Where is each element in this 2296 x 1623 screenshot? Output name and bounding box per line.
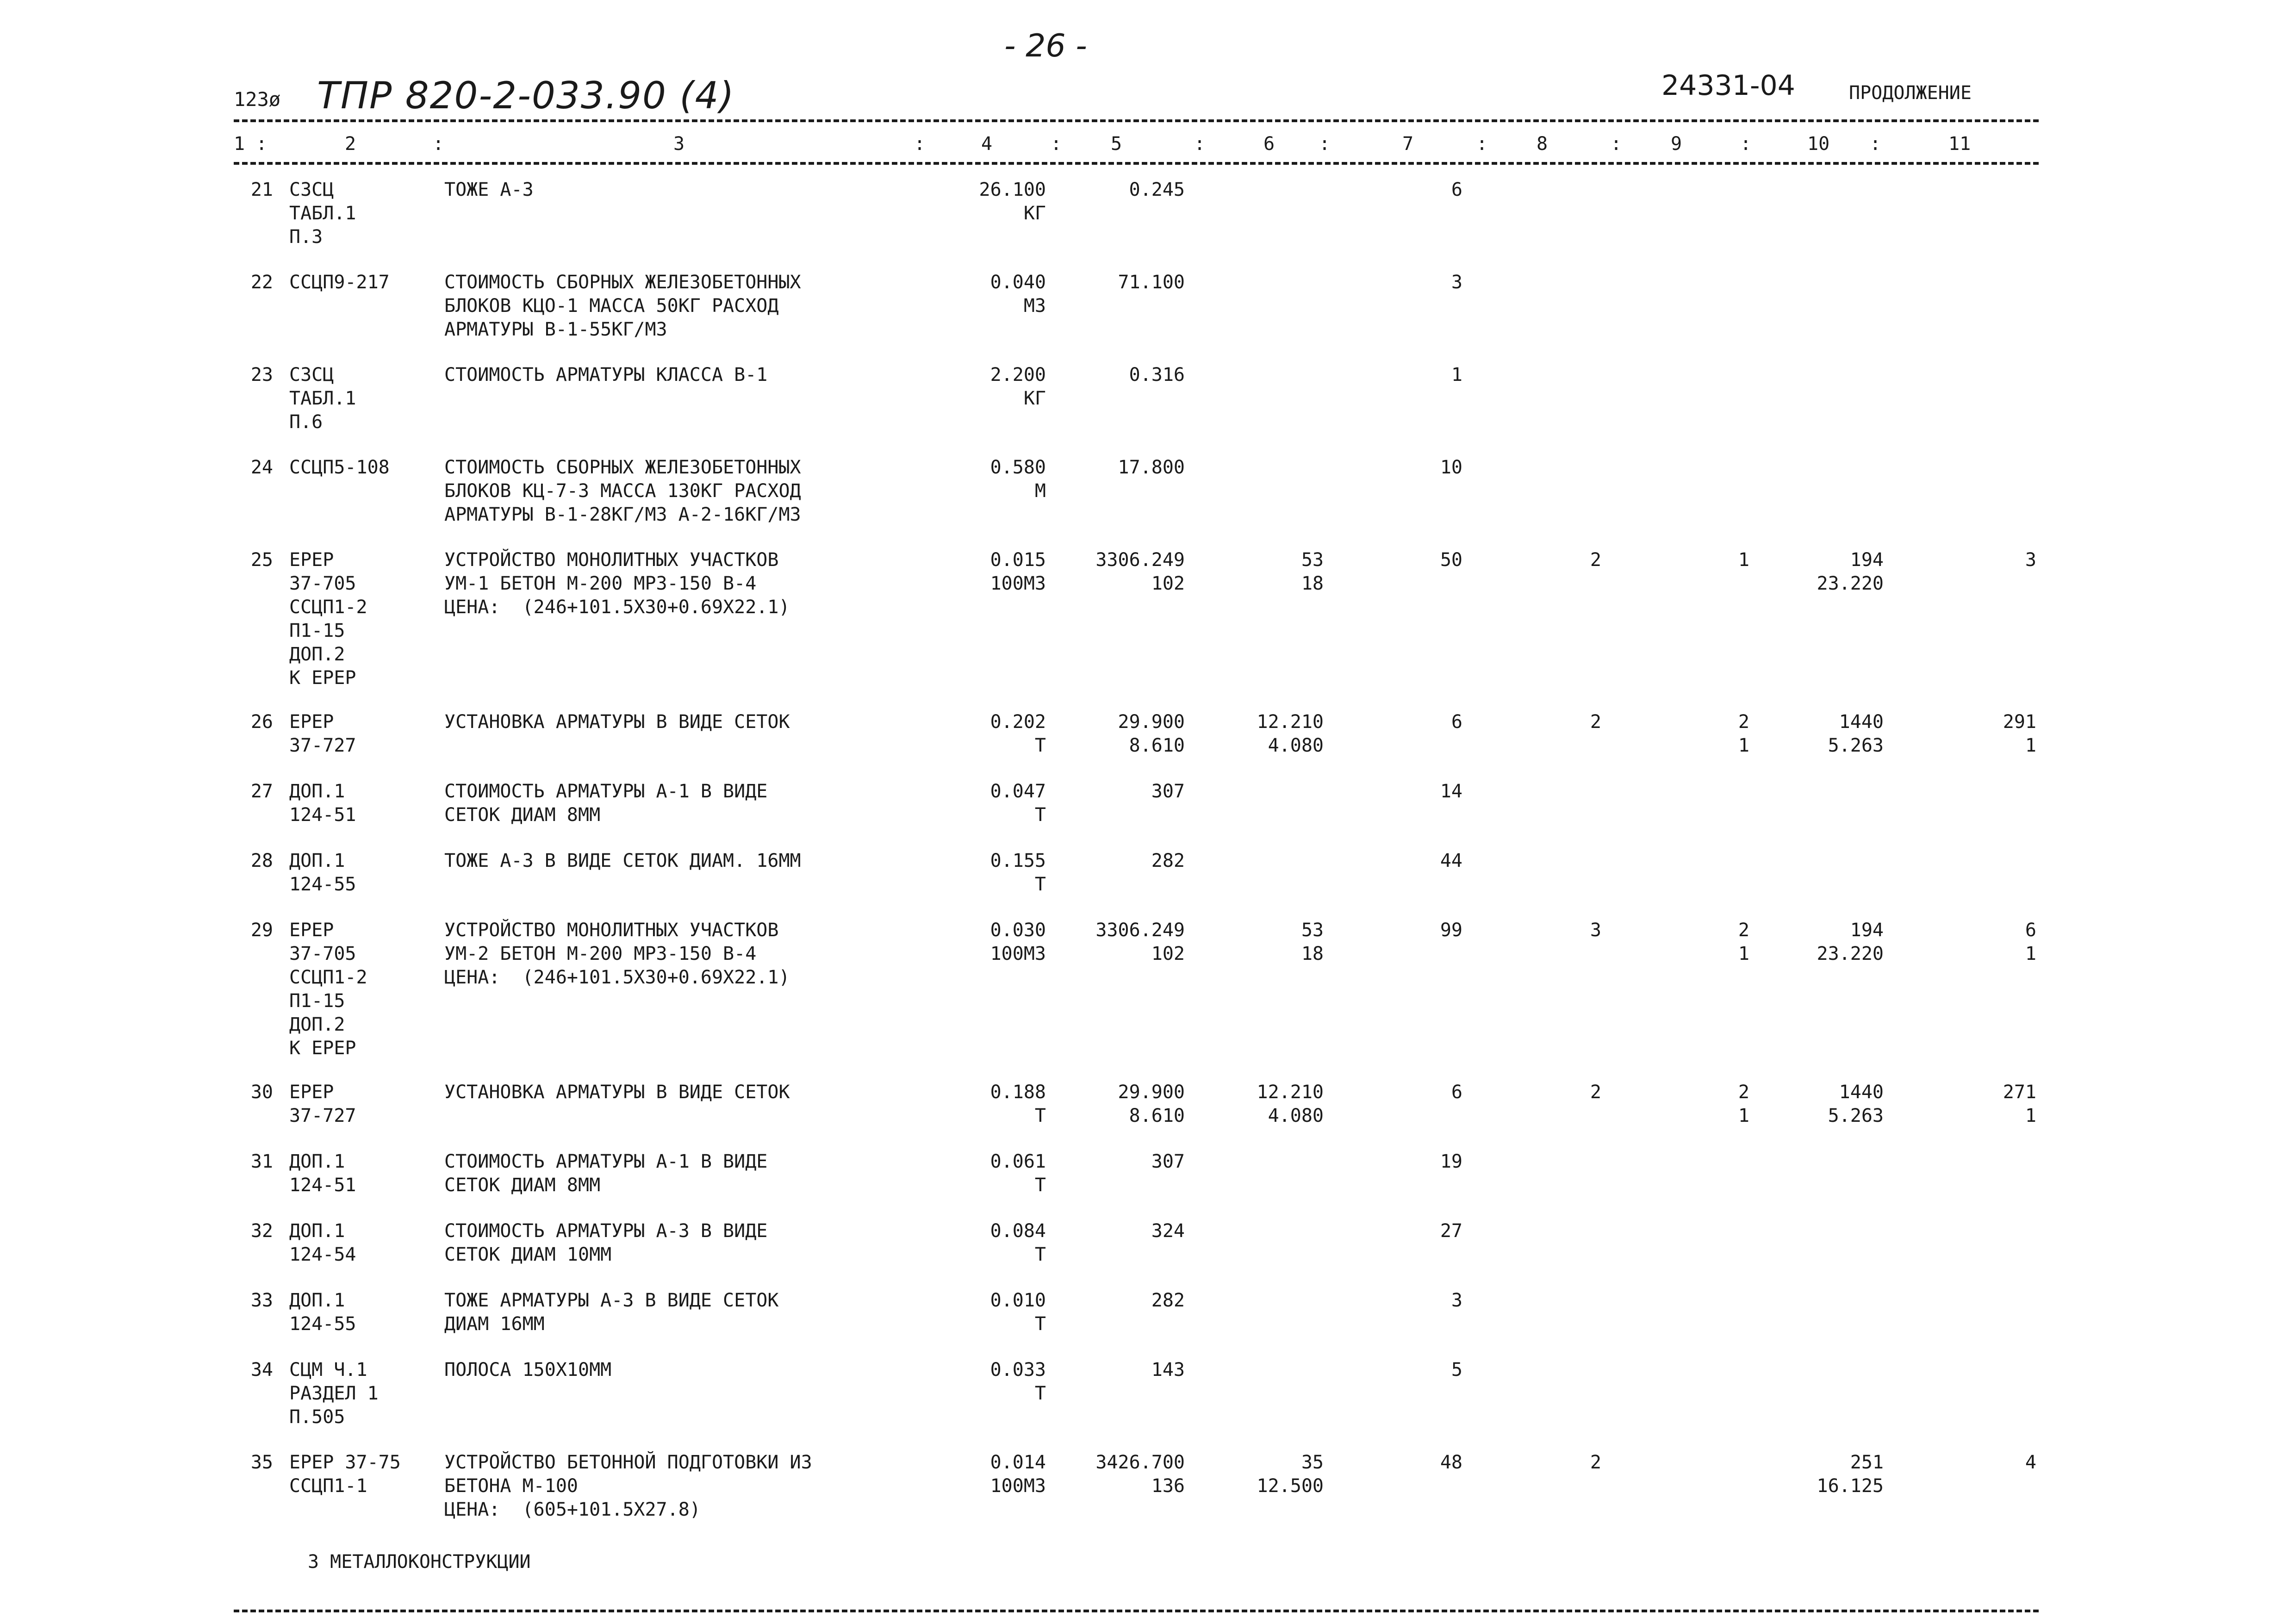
col-7-value: 44: [1440, 850, 1462, 871]
column-header: 10: [1807, 133, 1830, 155]
work-description: СТОИМОСТЬ АРМАТУРЫ А-1 В ВИДЕ СЕТОК ДИАМ 8ММ: [444, 781, 768, 826]
col-11-value: 6 1: [2025, 920, 2036, 964]
norm-code: ЕРЕР 37-705 ССЦП1-2 П1-15 ДОП.2 К ЕРЕР: [289, 920, 367, 1059]
norm-code: ДОП.1 124-55: [289, 850, 356, 895]
column-header: 6: [1263, 133, 1275, 155]
row-number: 21: [250, 179, 273, 200]
doc-prefix: 123ø: [234, 88, 281, 111]
column-header: 3: [673, 133, 685, 155]
unit-price: 71.100: [1118, 272, 1185, 293]
quantity-unit: 0.030 100М3: [990, 920, 1046, 964]
row-number: 28: [250, 850, 273, 871]
row-number: 32: [250, 1220, 273, 1242]
work-description: УСТРОЙСТВО МОНОЛИТНЫХ УЧАСТКОВ УМ-2 БЕТОН М-200 МРЗ-150 В-4 ЦЕНА: (246+101.5Х30+0.69Х22.1): [444, 920, 790, 988]
row-number: 26: [250, 711, 273, 733]
work-description: СТОИМОСТЬ СБОРНЫХ ЖЕЛЕЗОБЕТОННЫХ БЛОКОВ КЦО-1 МАССА 50КГ РАСХОД АРМАТУРЫ В-1-55КГ/М3: [444, 272, 801, 340]
column-header: 8: [1537, 133, 1548, 155]
col-9-value: 2 1: [1738, 1082, 1749, 1126]
col-7-value: 19: [1440, 1151, 1462, 1172]
row-number: 30: [250, 1082, 273, 1103]
doc-code: ТПР 820-2-033.90 (4): [317, 74, 735, 117]
col-7-value: 10: [1440, 457, 1462, 478]
norm-code: ЕРЕР 37-727: [289, 711, 356, 756]
column-header: :: [1476, 133, 1488, 155]
work-description: ТОЖЕ АРМАТУРЫ А-3 В ВИДЕ СЕТОК ДИАМ 16ММ: [444, 1290, 779, 1335]
quantity-unit: 0.155 Т: [990, 850, 1046, 895]
unit-price: 307: [1151, 781, 1185, 802]
column-header: :: [1870, 133, 1881, 155]
work-description: УСТАНОВКА АРМАТУРЫ В ВИДЕ СЕТОК: [444, 1082, 790, 1103]
norm-code: СЦМ Ч.1 РАЗДЕЛ 1 П.505: [289, 1359, 379, 1428]
work-description: СТОИМОСТЬ АРМАТУРЫ А-3 В ВИДЕ СЕТОК ДИАМ 10ММ: [444, 1220, 768, 1265]
norm-code: С3СЦ ТАБЛ.1 П.3: [289, 179, 356, 248]
norm-code: ДОП.1 124-51: [289, 781, 356, 826]
unit-price: 282: [1151, 1290, 1185, 1311]
unit-price: 143: [1151, 1359, 1185, 1380]
unit-price: 3426.700 136: [1095, 1452, 1185, 1497]
quantity-unit: 0.188 Т: [990, 1082, 1046, 1126]
quantity-unit: 0.014 100М3: [990, 1452, 1046, 1497]
norm-code: ДОП.1 124-51: [289, 1151, 356, 1196]
quantity-unit: 26.100 КГ: [979, 179, 1046, 224]
quantity-unit: 0.015 100М3: [990, 549, 1046, 594]
column-header: :: [1611, 133, 1622, 155]
col-10-value: 1440 5.263: [1828, 711, 1884, 756]
column-header: :: [1740, 133, 1752, 155]
row-number: 31: [250, 1151, 273, 1172]
column-header: 7: [1402, 133, 1414, 155]
col-7-value: 6: [1451, 179, 1462, 200]
work-description: СТОИМОСТЬ СБОРНЫХ ЖЕЛЕЗОБЕТОННЫХ БЛОКОВ КЦ-7-3 МАССА 130КГ РАСХОД АРМАТУРЫ В-1-28КГ/М3 А-2-16КГ/М3: [444, 457, 801, 525]
row-number: 23: [250, 364, 273, 386]
unit-price: 324: [1151, 1220, 1185, 1242]
col-11-value: 4: [2025, 1452, 2036, 1473]
page-number: - 26 -: [1004, 28, 1087, 64]
column-header: 2: [345, 133, 356, 155]
col-11-value: 271 1: [2003, 1082, 2036, 1126]
column-header: 11: [1948, 133, 1971, 155]
quantity-unit: 0.033 Т: [990, 1359, 1046, 1404]
row-number: 34: [250, 1359, 273, 1380]
work-description: УСТАНОВКА АРМАТУРЫ В ВИДЕ СЕТОК: [444, 711, 790, 733]
row-number: 24: [250, 457, 273, 478]
unit-price: 29.900 8.610: [1118, 711, 1185, 756]
section-title: 3 МЕТАЛЛОКОНСТРУКЦИИ: [308, 1551, 531, 1573]
header-divider-bottom: [234, 162, 2039, 165]
unit-price: 3306.249 102: [1095, 920, 1185, 964]
row-number: 29: [250, 920, 273, 941]
col-7-value: 5: [1451, 1359, 1462, 1380]
col-11-value: 291 1: [2003, 711, 2036, 756]
row-number: 35: [250, 1452, 273, 1473]
norm-code: ЕРЕР 37-75 ССЦП1-1: [289, 1452, 401, 1497]
quantity-unit: 2.200 КГ: [990, 364, 1046, 409]
col-10-value: 251 16.125: [1817, 1452, 1884, 1497]
column-header: :: [1051, 133, 1062, 155]
column-header: :: [1194, 133, 1206, 155]
column-header: 5: [1111, 133, 1122, 155]
col-8-value: 2: [1590, 1082, 1601, 1103]
work-description: УСТРОЙСТВО МОНОЛИТНЫХ УЧАСТКОВ УМ-1 БЕТОН М-200 МРЗ-150 В-4 ЦЕНА: (246+101.5Х30+0.69Х22.1): [444, 549, 790, 618]
col-7-value: 48: [1440, 1452, 1462, 1473]
unit-price: 307: [1151, 1151, 1185, 1172]
col-10-value: 194 23.220: [1817, 920, 1884, 964]
col-9-value: 2 1: [1738, 920, 1749, 964]
col-7-value: 3: [1451, 1290, 1462, 1311]
quantity-unit: 0.580 М: [990, 457, 1046, 502]
norm-code: ССЦП5-108: [289, 457, 390, 478]
unit-price: 29.900 8.610: [1118, 1082, 1185, 1126]
quantity-unit: 0.040 М3: [990, 272, 1046, 317]
continuation-label: ПРОДОЛЖЕНИЕ: [1849, 82, 1972, 104]
col-6-value: 53 18: [1301, 549, 1324, 594]
norm-code: ССЦП9-217: [289, 272, 390, 293]
column-header: 9: [1671, 133, 1682, 155]
quantity-unit: 0.047 Т: [990, 781, 1046, 826]
doc-number: 24331-04: [1661, 69, 1795, 102]
col-6-value: 12.210 4.080: [1257, 711, 1324, 756]
row-number: 22: [250, 272, 273, 293]
col-7-value: 50: [1440, 549, 1462, 571]
col-11-value: 3: [2025, 549, 2036, 571]
row-number: 27: [250, 781, 273, 802]
footer-divider: [234, 1610, 2039, 1612]
col-7-value: 6: [1451, 711, 1462, 733]
work-description: ТОЖЕ А-3: [444, 179, 534, 200]
col-7-value: 27: [1440, 1220, 1462, 1242]
norm-code: ЕРЕР 37-705 ССЦП1-2 П1-15 ДОП.2 К ЕРЕР: [289, 549, 367, 689]
column-header: 1 :: [234, 133, 268, 155]
norm-code: ДОП.1 124-55: [289, 1290, 356, 1335]
column-header: :: [1319, 133, 1331, 155]
work-description: СТОИМОСТЬ АРМАТУРЫ КЛАССА В-1: [444, 364, 768, 386]
quantity-unit: 0.202 Т: [990, 711, 1046, 756]
col-8-value: 2: [1590, 711, 1601, 733]
work-description: УСТРОЙСТВО БЕТОННОЙ ПОДГОТОВКИ ИЗ БЕТОНА М-100 ЦЕНА: (605+101.5Х27.8): [444, 1452, 812, 1520]
norm-code: ДОП.1 124-54: [289, 1220, 356, 1265]
col-8-value: 2: [1590, 549, 1601, 571]
col-10-value: 194 23.220: [1817, 549, 1884, 594]
col-7-value: 6: [1451, 1082, 1462, 1103]
col-8-value: 2: [1590, 1452, 1601, 1473]
work-description: ТОЖЕ А-3 В ВИДЕ СЕТОК ДИАМ. 16ММ: [444, 850, 801, 871]
col-7-value: 99: [1440, 920, 1462, 941]
col-9-value: 2 1: [1738, 711, 1749, 756]
column-header: :: [433, 133, 444, 155]
unit-price: 282: [1151, 850, 1185, 871]
quantity-unit: 0.084 Т: [990, 1220, 1046, 1265]
norm-code: С3СЦ ТАБЛ.1 П.6: [289, 364, 356, 433]
quantity-unit: 0.010 Т: [990, 1290, 1046, 1335]
unit-price: 0.316: [1129, 364, 1185, 386]
unit-price: 0.245: [1129, 179, 1185, 200]
quantity-unit: 0.061 Т: [990, 1151, 1046, 1196]
col-7-value: 14: [1440, 781, 1462, 802]
work-description: ПОЛОСА 150Х10ММ: [444, 1359, 612, 1380]
col-8-value: 3: [1590, 920, 1601, 941]
column-header: 4: [981, 133, 993, 155]
unit-price: 3306.249 102: [1095, 549, 1185, 594]
row-number: 33: [250, 1290, 273, 1311]
header-divider-top: [234, 119, 2039, 122]
row-number: 25: [250, 549, 273, 571]
norm-code: ЕРЕР 37-727: [289, 1082, 356, 1126]
unit-price: 17.800: [1118, 457, 1185, 478]
col-7-value: 1: [1451, 364, 1462, 386]
col-7-value: 3: [1451, 272, 1462, 293]
col-10-value: 1440 5.263: [1828, 1082, 1884, 1126]
col-9-value: 1: [1738, 549, 1749, 571]
col-6-value: 35 12.500: [1257, 1452, 1324, 1497]
work-description: СТОИМОСТЬ АРМАТУРЫ А-1 В ВИДЕ СЕТОК ДИАМ 8ММ: [444, 1151, 768, 1196]
col-6-value: 12.210 4.080: [1257, 1082, 1324, 1126]
col-6-value: 53 18: [1301, 920, 1324, 964]
column-header: :: [914, 133, 926, 155]
